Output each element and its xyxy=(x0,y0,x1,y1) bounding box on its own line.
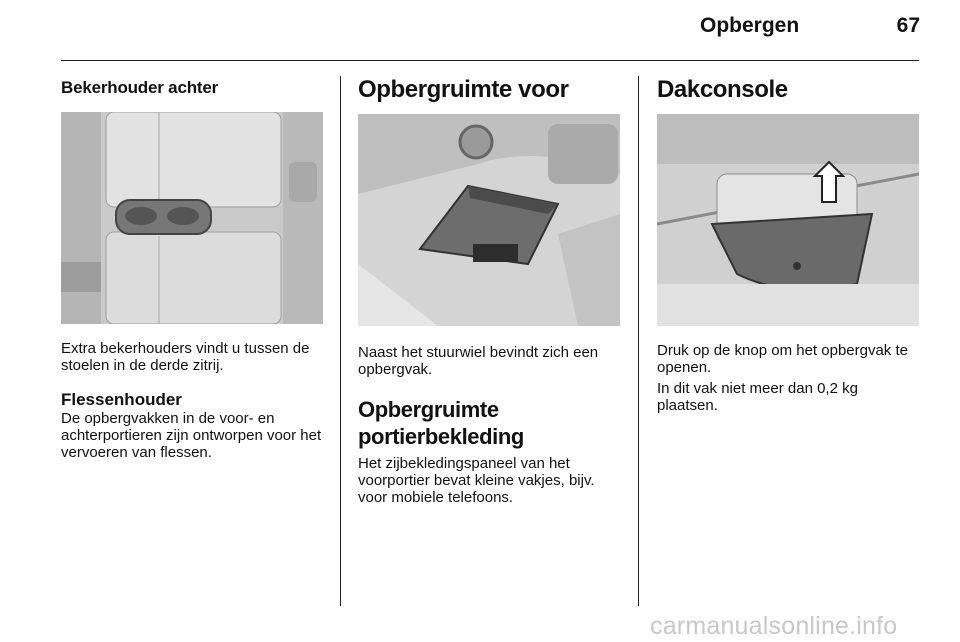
front-storage-photo xyxy=(358,114,620,326)
header-divider xyxy=(61,60,919,61)
rear-cupholder-photo xyxy=(61,112,323,324)
paragraph: In dit vak niet meer dan 0,2 kg plaatsen. xyxy=(657,380,858,414)
column-roof-console xyxy=(657,72,919,414)
paragraph: Het zijbekledingspaneel van het voorportier bevat kleine vakjes, bijv. voor mobiele telefoons. xyxy=(358,455,595,506)
roof-console-photo xyxy=(657,114,919,326)
column-front-storage xyxy=(358,72,620,506)
subheading: Flessenhouder xyxy=(61,390,182,409)
paragraph: Extra bekerhouders vindt u tussen de stoelen in de derde zitrij. xyxy=(61,340,310,374)
paragraph: Druk op de knop om het opbergvak te openen. xyxy=(657,342,908,376)
page-number: 67 xyxy=(896,14,920,37)
section-heading: Opbergruimte portierbekleding xyxy=(358,397,524,449)
section-heading: Opbergruimte voor xyxy=(358,76,569,103)
column-divider xyxy=(340,76,341,606)
paragraph: De opbergvakken in de voor- en achterportieren zijn ontworpen voor het vervoeren van flessen. xyxy=(61,410,322,461)
page-title: Opbergen xyxy=(700,14,800,37)
column-rear-cupholder xyxy=(61,72,323,461)
section-heading: Dakconsole xyxy=(657,76,788,103)
watermark: carmanualsonline.info xyxy=(650,612,898,640)
paragraph: Naast het stuurwiel bevindt zich een opbergvak. xyxy=(358,344,599,378)
column-divider xyxy=(638,76,639,606)
section-heading: Bekerhouder achter xyxy=(61,78,219,97)
